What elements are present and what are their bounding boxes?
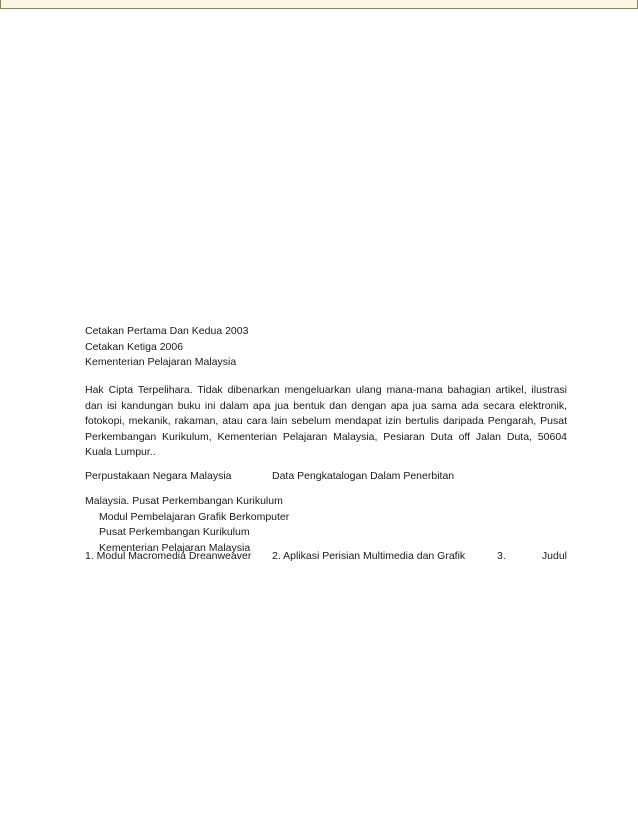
imprint-line: Cetakan Pertama Dan Kedua 2003: [85, 325, 249, 337]
copyright-notice: Hak Cipta Terpelihara. Tidak dibenarkan mengeluarkan ulang mana-mana bahagian artikel, ilustrasi dan isi kandungan buku ini dalam apa jua bentuk dan dengan apa jua sama ada secara elektronik, fotokopi, mekanik, rakaman, atau cara lain sebelum mendapat izin bertulis daripada Pengarah, Pusat Perkembangan Kurikulum, Kementerian Pelajaran Malaysia, Pesiaran Duta off Jalan Duta, 50604 Kuala Lumpur..: [85, 384, 567, 458]
imprint-line: Cetakan Ketiga 2006: [85, 340, 184, 353]
subject-item: Judul: [541, 550, 567, 562]
entry-main-heading: Malaysia. Pusat Perkembangan Kurikulum: [85, 495, 283, 507]
imprint-line: Kementerian Pelajaran Malaysia: [85, 356, 237, 368]
entry-line: Pusat Perkembangan Kurikulum: [99, 526, 250, 538]
entry-line: Kementerian Pelajaran Malaysia: [99, 541, 251, 554]
cataloging-header: [85, 469, 567, 485]
imprint-section: [85, 324, 567, 371]
subject-item: 1. Modul Macromedia Dreanweaver: [85, 550, 252, 562]
cataloging-entry: [85, 494, 567, 556]
top-frame-bar: [0, 0, 638, 9]
library-name: Perpustakaan Negara Malaysia: [85, 470, 232, 482]
subject-item: 2. Aplikasi Perisian Multimedia dan Grafik: [272, 550, 466, 562]
subject-item: 3.: [497, 550, 506, 562]
cataloging-heading: Data Pengkatalogan Dalam Penerbitan: [272, 470, 455, 482]
entry-line: Modul Pembelajaran Grafik Berkomputer: [99, 510, 290, 523]
